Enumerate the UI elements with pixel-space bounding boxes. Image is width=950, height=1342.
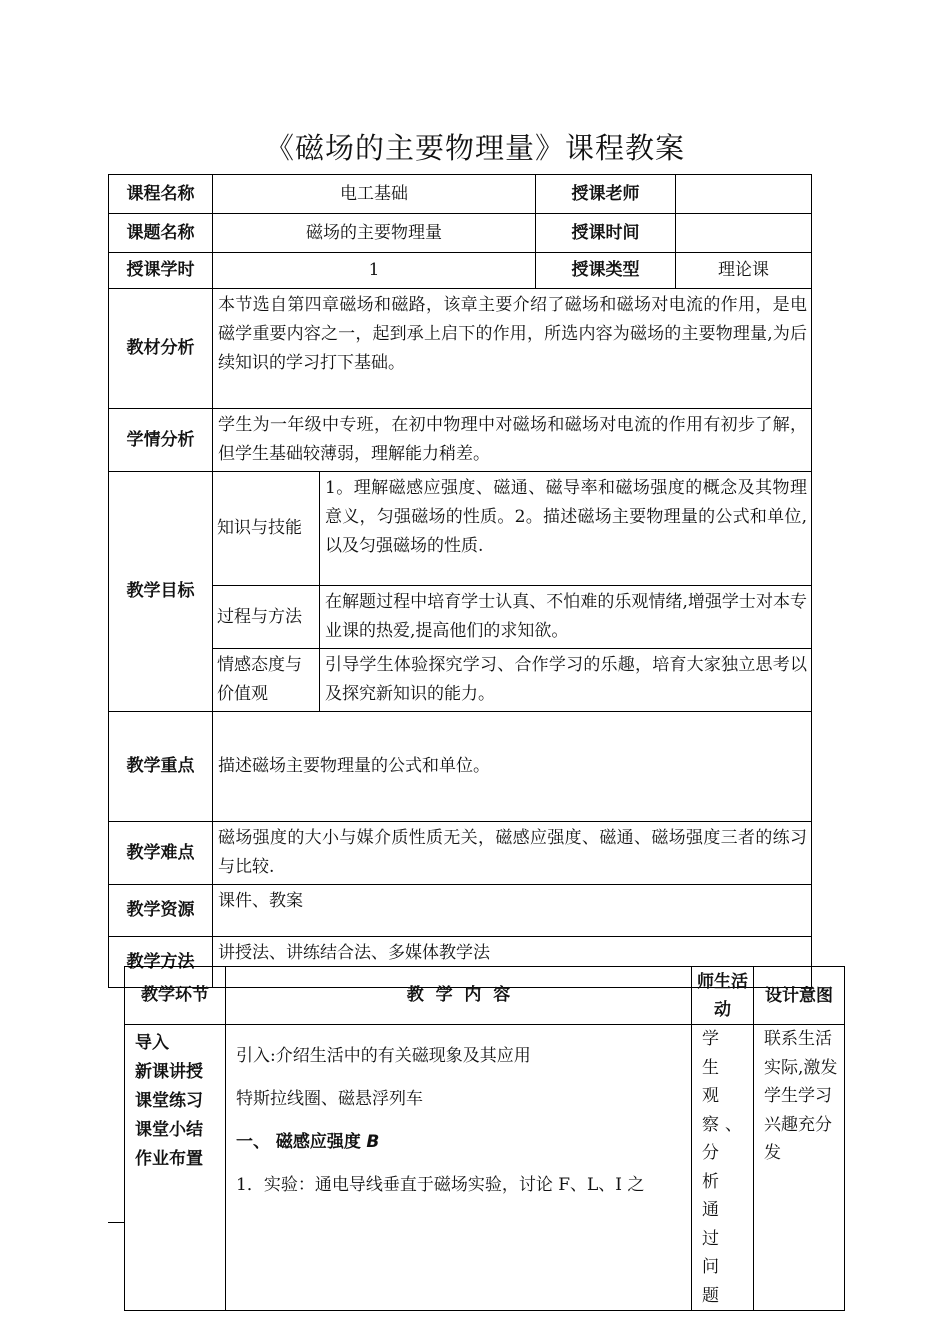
goal-knowledge-text: 1。理解磁感应强度、磁通、磁导率和磁场强度的概念及其物理意义，匀强磁场的性质。2。描述磁场主要物理量的公式和单位, 以及匀强磁场的性质. <box>320 472 812 586</box>
bottom-rule <box>108 1222 125 1223</box>
stage-item: 作业布置 <box>135 1149 203 1169</box>
lesson-content <box>226 1025 692 1311</box>
col-design-header: 设计意图 <box>754 967 845 1025</box>
goal-attitude-label: 情感态度与价值观 <box>213 649 320 712</box>
col-stage-header: 教学环节 <box>125 967 226 1025</box>
course-name-value: 电工基础 <box>213 175 536 214</box>
resources-label: 教学资源 <box>109 885 213 937</box>
teacher-value <box>676 175 812 214</box>
stage-item: 课堂练习 <box>135 1091 203 1111</box>
activity-text: 学生观察、分析通过问题 <box>692 1025 754 1311</box>
difficulty-text: 磁场强度的大小与媒介质性质无关，磁感应强度、磁通、磁场强度三者的练习与比较. <box>213 822 812 885</box>
type-label: 授课类型 <box>536 253 676 289</box>
students-label: 学情分析 <box>109 409 213 472</box>
lesson-info-table <box>108 174 812 988</box>
col-activity-header: 师生活动 <box>692 967 754 1025</box>
textbook-text: 本节选自第四章磁场和磁路，该章主要介绍了磁场和磁场对电流的作用，是电磁学重要内容之一，起到承上启下的作用，所选内容为磁场的主要物理量,为后续知识的学习打下基础。 <box>213 289 812 409</box>
col-content-header: 教 学 内 容 <box>226 967 692 1025</box>
key-point-text: 描述磁场主要物理量的公式和单位。 <box>213 712 812 822</box>
content-line: 1．实验：通电导线垂直于磁场实验，讨论 F、L、I 之 <box>236 1175 645 1195</box>
content-section-heading: 一、 磁感应强度 B <box>236 1132 380 1152</box>
type-value: 理论课 <box>676 253 812 289</box>
topic-value: 磁场的主要物理量 <box>213 214 536 253</box>
page-title: 《磁场的主要物理量》课程教案 <box>264 131 685 165</box>
methods-text: 讲授法、讲练结合法、多媒体教学法 <box>213 937 812 988</box>
stage-item: 导入 <box>135 1033 169 1053</box>
time-label: 授课时间 <box>536 214 676 253</box>
goal-process-label: 过程与方法 <box>213 586 320 649</box>
methods-label: 教学方法 <box>109 937 213 988</box>
time-value <box>676 214 812 253</box>
students-text: 学生为一年级中专班，在初中物理中对磁场和磁场对电流的作用有初步了解，但学生基础较薄弱，理解能力稍差。 <box>213 409 812 472</box>
teacher-label: 授课老师 <box>536 175 676 214</box>
textbook-label: 教材分析 <box>109 289 213 409</box>
difficulty-label: 教学难点 <box>109 822 213 885</box>
content-line: 特斯拉线圈、磁悬浮列车 <box>236 1089 423 1109</box>
teaching-process-table <box>124 966 845 1311</box>
resources-text: 课件、教案 <box>213 885 812 937</box>
stage-item: 课堂小结 <box>135 1120 203 1140</box>
stage-list <box>125 1025 226 1311</box>
goal-attitude-text: 引导学生体验探究学习、合作学习的乐趣，培育大家独立思考以及探究新知识的能力。 <box>320 649 812 712</box>
key-point-label: 教学重点 <box>109 712 213 822</box>
hours-value: 1 <box>213 253 536 289</box>
stage-item: 新课讲授 <box>135 1062 203 1082</box>
hours-label: 授课学时 <box>109 253 213 289</box>
goal-knowledge-label: 知识与技能 <box>213 472 320 586</box>
design-text: 联系生活实际,激发学生学习兴趣充分发 <box>754 1025 845 1311</box>
goal-process-text: 在解题过程中培育学士认真、不怕难的乐观情绪,增强学士对本专业课的热爱,提高他们的求知欲。 <box>320 586 812 649</box>
goals-label: 教学目标 <box>109 472 213 712</box>
topic-label: 课题名称 <box>109 214 213 253</box>
course-name-label: 课程名称 <box>109 175 213 214</box>
content-line: 引入:介绍生活中的有关磁现象及其应用 <box>236 1046 531 1066</box>
